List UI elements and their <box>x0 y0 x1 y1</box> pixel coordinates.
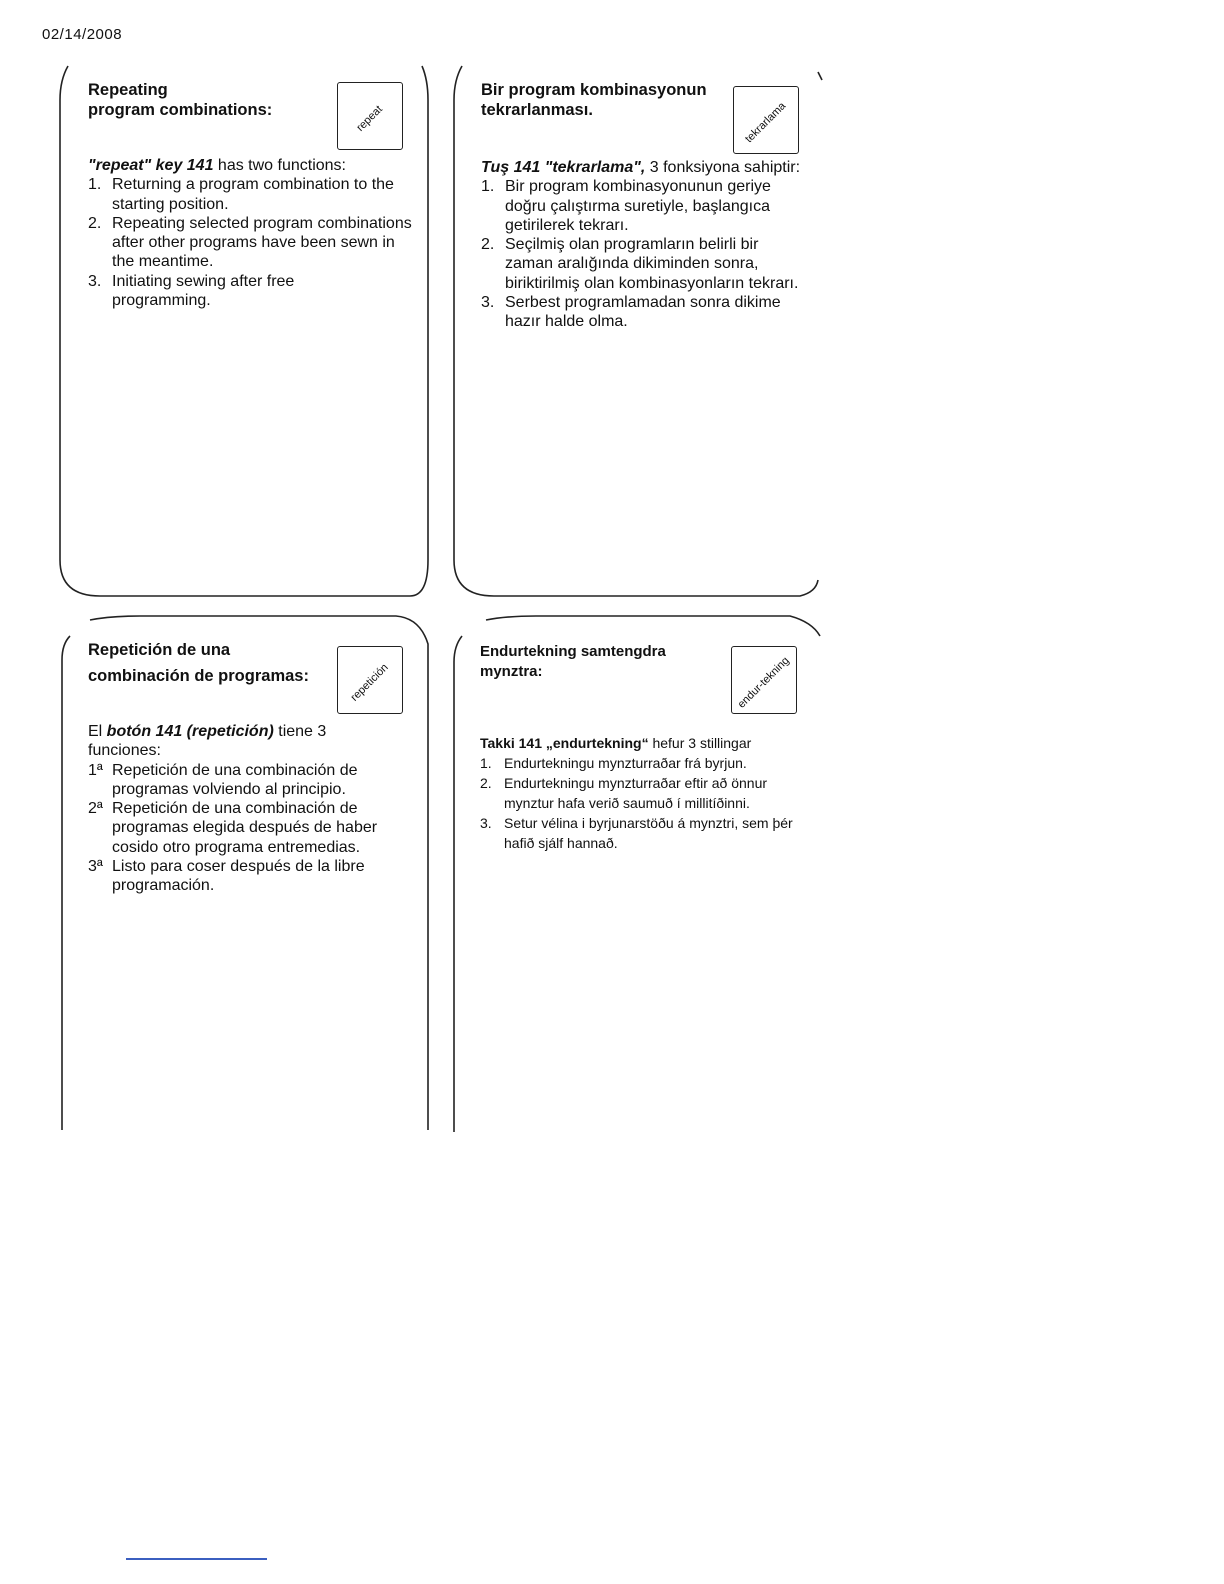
list-item: 2. Repeating selected program combinations after other programs have been sewn in the meantime. <box>88 214 412 271</box>
panel-title-line2: program combinations: <box>88 101 273 119</box>
list-item: 1. Endurtekningu mynzturraðar frá byrjun. <box>480 755 747 772</box>
list-item: 2. Endurtekningu mynzturraðar eftir að önnur mynztur hafa verið saumuð í millitíðinni. <box>480 775 768 812</box>
list-item: 2ª Repetición de una combinación de programas elegida después de haber cosido otro programa entremedias. <box>88 800 378 856</box>
intro-key: "repeat" key 141 <box>88 157 214 174</box>
endurtekning-key-icon: endur-tekning <box>731 646 797 714</box>
intro-key: Takki 141 „endurtekning“ <box>480 735 649 751</box>
list-item: 3. Setur vélina i byrjunarstöðu á mynztri, sem þér hafið sjálf hannað. <box>480 815 793 852</box>
panel-title-line2: tekrarlanması. <box>481 101 593 119</box>
panel-title-line1: Repetición de una <box>88 641 231 659</box>
footer-rule <box>126 1558 267 1560</box>
list-item: 1. Bir program kombinasyonunun geriye doğru çalıştırma suretiyle, başlangıca getirilerek tekrarı. <box>481 178 771 234</box>
tekrarlama-key-icon: tekrarlama <box>733 86 799 154</box>
function-list <box>88 761 413 896</box>
repeat-key-icon: repeat <box>337 82 403 150</box>
function-list <box>481 177 806 331</box>
panel-title-line1: Bir program kombinasyonun <box>481 81 707 99</box>
repeticion-key-icon: repetición <box>337 646 403 714</box>
intro-text: Tuş 141 "tekrarlama", 3 fonksiyona sahiptir: <box>481 159 801 176</box>
function-list <box>480 753 810 853</box>
list-item: 1. Returning a program combination to the starting position. <box>88 176 394 213</box>
panel-title-line1: Endurtekning samtengdra <box>480 643 666 660</box>
intro-text: El botón 141 (repetición) tiene 3 funciones: <box>88 723 327 760</box>
list-item: 3. Initiating sewing after free programming. <box>88 272 295 310</box>
intro-key: Tuş 141 "tekrarlama", <box>481 159 646 176</box>
intro-text: "repeat" key 141 has two functions: <box>88 157 346 174</box>
document-date: 02/14/2008 <box>42 26 123 43</box>
frame-mark-top-right <box>818 72 822 80</box>
list-item: 2. Seçilmiş olan programların belirli bir zaman aralığında dikiminden sonra, biriktirilmiş olan kombinasyonların tekrarı. <box>481 236 799 292</box>
list-item: 3ª Listo para coser después de la libre programación. <box>88 858 365 895</box>
panel-title-line2: mynztra: <box>480 663 543 680</box>
intro-text: Takki 141 „endurtekning“ hefur 3 stillingar <box>480 735 752 751</box>
list-item: 1ª Repetición de una combinación de programas volviendo al principio. <box>88 761 358 798</box>
list-item: 3. Serbest programlamadan sonra dikime hazır halde olma. <box>481 294 781 331</box>
function-list <box>88 175 413 310</box>
intro-key: botón 141 (repetición) <box>106 723 274 740</box>
panel-title-line2: combinación de programas: <box>88 667 309 685</box>
panel-title-line1: Repeating <box>88 81 168 99</box>
